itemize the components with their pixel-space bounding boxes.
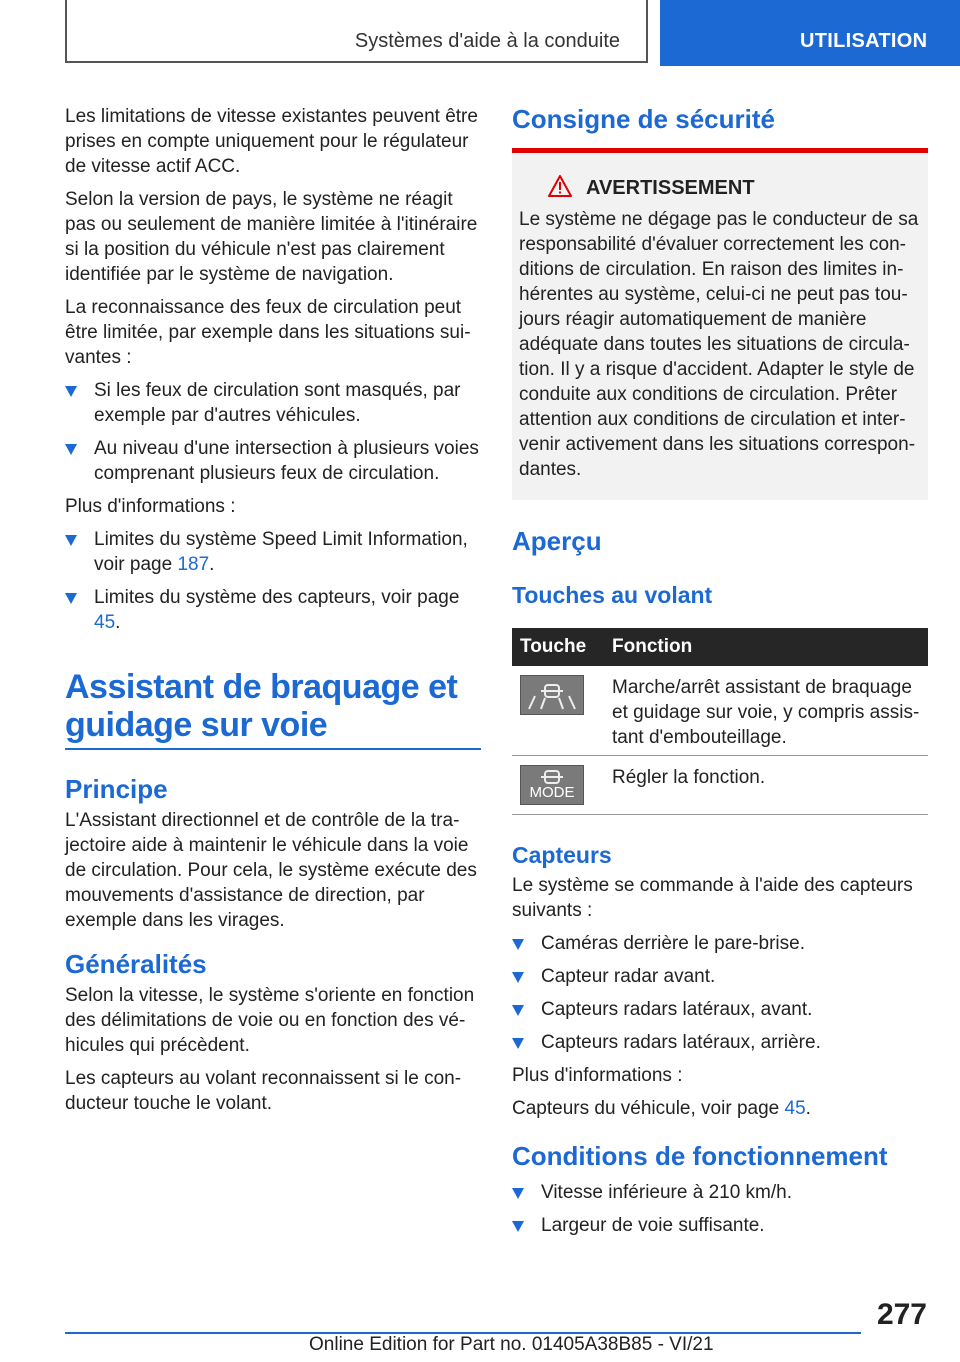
list-item: Au niveau d'une intersection à plusieurs voies comprenant plusieurs feux de circulation. [65,436,483,486]
list-item: Limites du système Speed Limit Information, voir page 187. [65,527,483,577]
table-cell-fonction: Régler la fonction. [612,756,928,815]
table-header-touche: Touche [512,628,612,666]
arrow-bullet-icon [512,1038,524,1049]
arrow-bullet-icon [512,1005,524,1016]
mode-button-icon: MODE [520,765,584,805]
list-item: Si les feux de circulation sont masqués, par exemple par d'autres véhicules. [65,378,483,428]
more-info-label: Plus d'informations : [512,1065,683,1086]
arrow-bullet-icon [512,972,524,983]
bullet-list [512,931,928,1055]
list-item: Capteurs radars latéraux, arrière. [512,1030,928,1055]
table-row [512,666,928,756]
heading-touches: Touches au volant [512,582,713,608]
list-item: Capteurs radars latéraux, avant. [512,997,928,1022]
heading-apercu: Aperçu [512,526,602,556]
page-link[interactable]: 45 [784,1098,806,1119]
list-item: Caméras derrière le pare-brise. [512,931,928,956]
paragraph: Selon la version de pays, le système ne réagit pas ou seulement de manière limitée à l'itinéraire si la position du véhicule n'est pas clairement identifiée par le système de navigation. [65,189,478,285]
list-item: Capteur radar avant. [512,964,928,989]
bullet-list [65,378,483,486]
heading-consigne: Consigne de sécurité [512,104,775,134]
heading-principe: Principe [65,774,168,804]
chapter-title: Assistant de braquage et guidage sur voie [65,668,458,744]
warning-text: Le système ne dégage pas le conducteur de sa responsabilité d'évaluer correctement les con-ditions de circulation. En raison des limites in-hérentes au système, celui-ci ne peut pas tou-jours réagir automatiquement de manière adéquate dans toutes les situations de circula-tion. Il y a risque d'accident. Adapter le style de conduite aux conditions de circulation. Prêter attention aux conditions de circulation et inter-venir activement dans les situations correspon-dantes. [519,209,919,480]
arrow-bullet-icon [65,535,77,546]
chapter-title-block [65,668,481,750]
arrow-bullet-icon [65,593,77,604]
heading-generalites: Généralités [65,949,207,979]
right-column-lower [512,842,928,1238]
arrow-bullet-icon [512,1188,524,1199]
warning-title: AVERTISSEMENT [586,177,755,199]
arrow-bullet-icon [65,386,77,397]
more-info-label: Plus d'informations : [65,496,236,517]
header-section-box [65,0,648,63]
table-header-fonction: Fonction [612,628,928,666]
bullet-list [512,1180,928,1238]
warning-box [512,148,928,500]
arrow-bullet-icon [65,444,77,455]
heading-capteurs: Capteurs [512,842,612,868]
title-rule [65,748,481,750]
page-link[interactable]: 187 [177,554,210,575]
heading-conditions: Conditions de fonctionnement [512,1141,888,1171]
header-tab[interactable] [660,0,960,66]
table-cell-fonction: Marche/arrêt assistant de braquage et guidage sur voie, y compris assis-tant d'embouteillage. [612,666,928,756]
warning-triangle-icon [548,175,572,202]
paragraph: L'Assistant directionnel et de contrôle de la tra-jectoire aide à maintenir le véhicule dans la voie de circulation. Pour cela, le système exécute des mouvements d'assistance de direction, par exemple dans les virages. [65,810,477,931]
footer-edition: Online Edition for Part no. 01405A38B85 - VI/21 [309,1334,714,1355]
paragraph: La reconnaissance des feux de circulation peut être limitée, par exemple dans les situations sui-vantes : [65,297,471,368]
paragraph: Les limitations de vitesse existantes peuvent être prises en compte uniquement pour le régulateur de vitesse actif ACC. [65,106,478,177]
arrow-bullet-icon [512,1221,524,1232]
header-tab-label: UTILISATION [800,30,928,52]
page-link[interactable]: 45 [94,612,116,633]
left-column-lower [65,774,483,1116]
table-row [512,756,928,815]
header-section-title: Systèmes d'aide à la conduite [354,30,620,52]
bullet-list [65,527,483,635]
paragraph: Le système se commande à l'aide des capteurs suivants : [512,875,913,921]
left-column [65,104,483,635]
list-item: Largeur de voie suffisante. [512,1213,928,1238]
paragraph: Les capteurs au volant reconnaissent si le con-ducteur touche le volant. [65,1068,462,1114]
buttons-table [512,628,928,815]
arrow-bullet-icon [512,939,524,950]
paragraph: Selon la vitesse, le système s'oriente en fonction des délimitations de voie ou en fonction des vé-hicules qui précèdent. [65,985,475,1056]
list-item: Limites du système des capteurs, voir page 45. [65,585,483,635]
list-item: Vitesse inférieure à 210 km/h. [512,1180,928,1205]
reference-line: Capteurs du véhicule, voir page 45. [512,1098,811,1119]
lane-assist-button-icon [520,675,584,715]
page-number: 277 [876,1298,927,1331]
